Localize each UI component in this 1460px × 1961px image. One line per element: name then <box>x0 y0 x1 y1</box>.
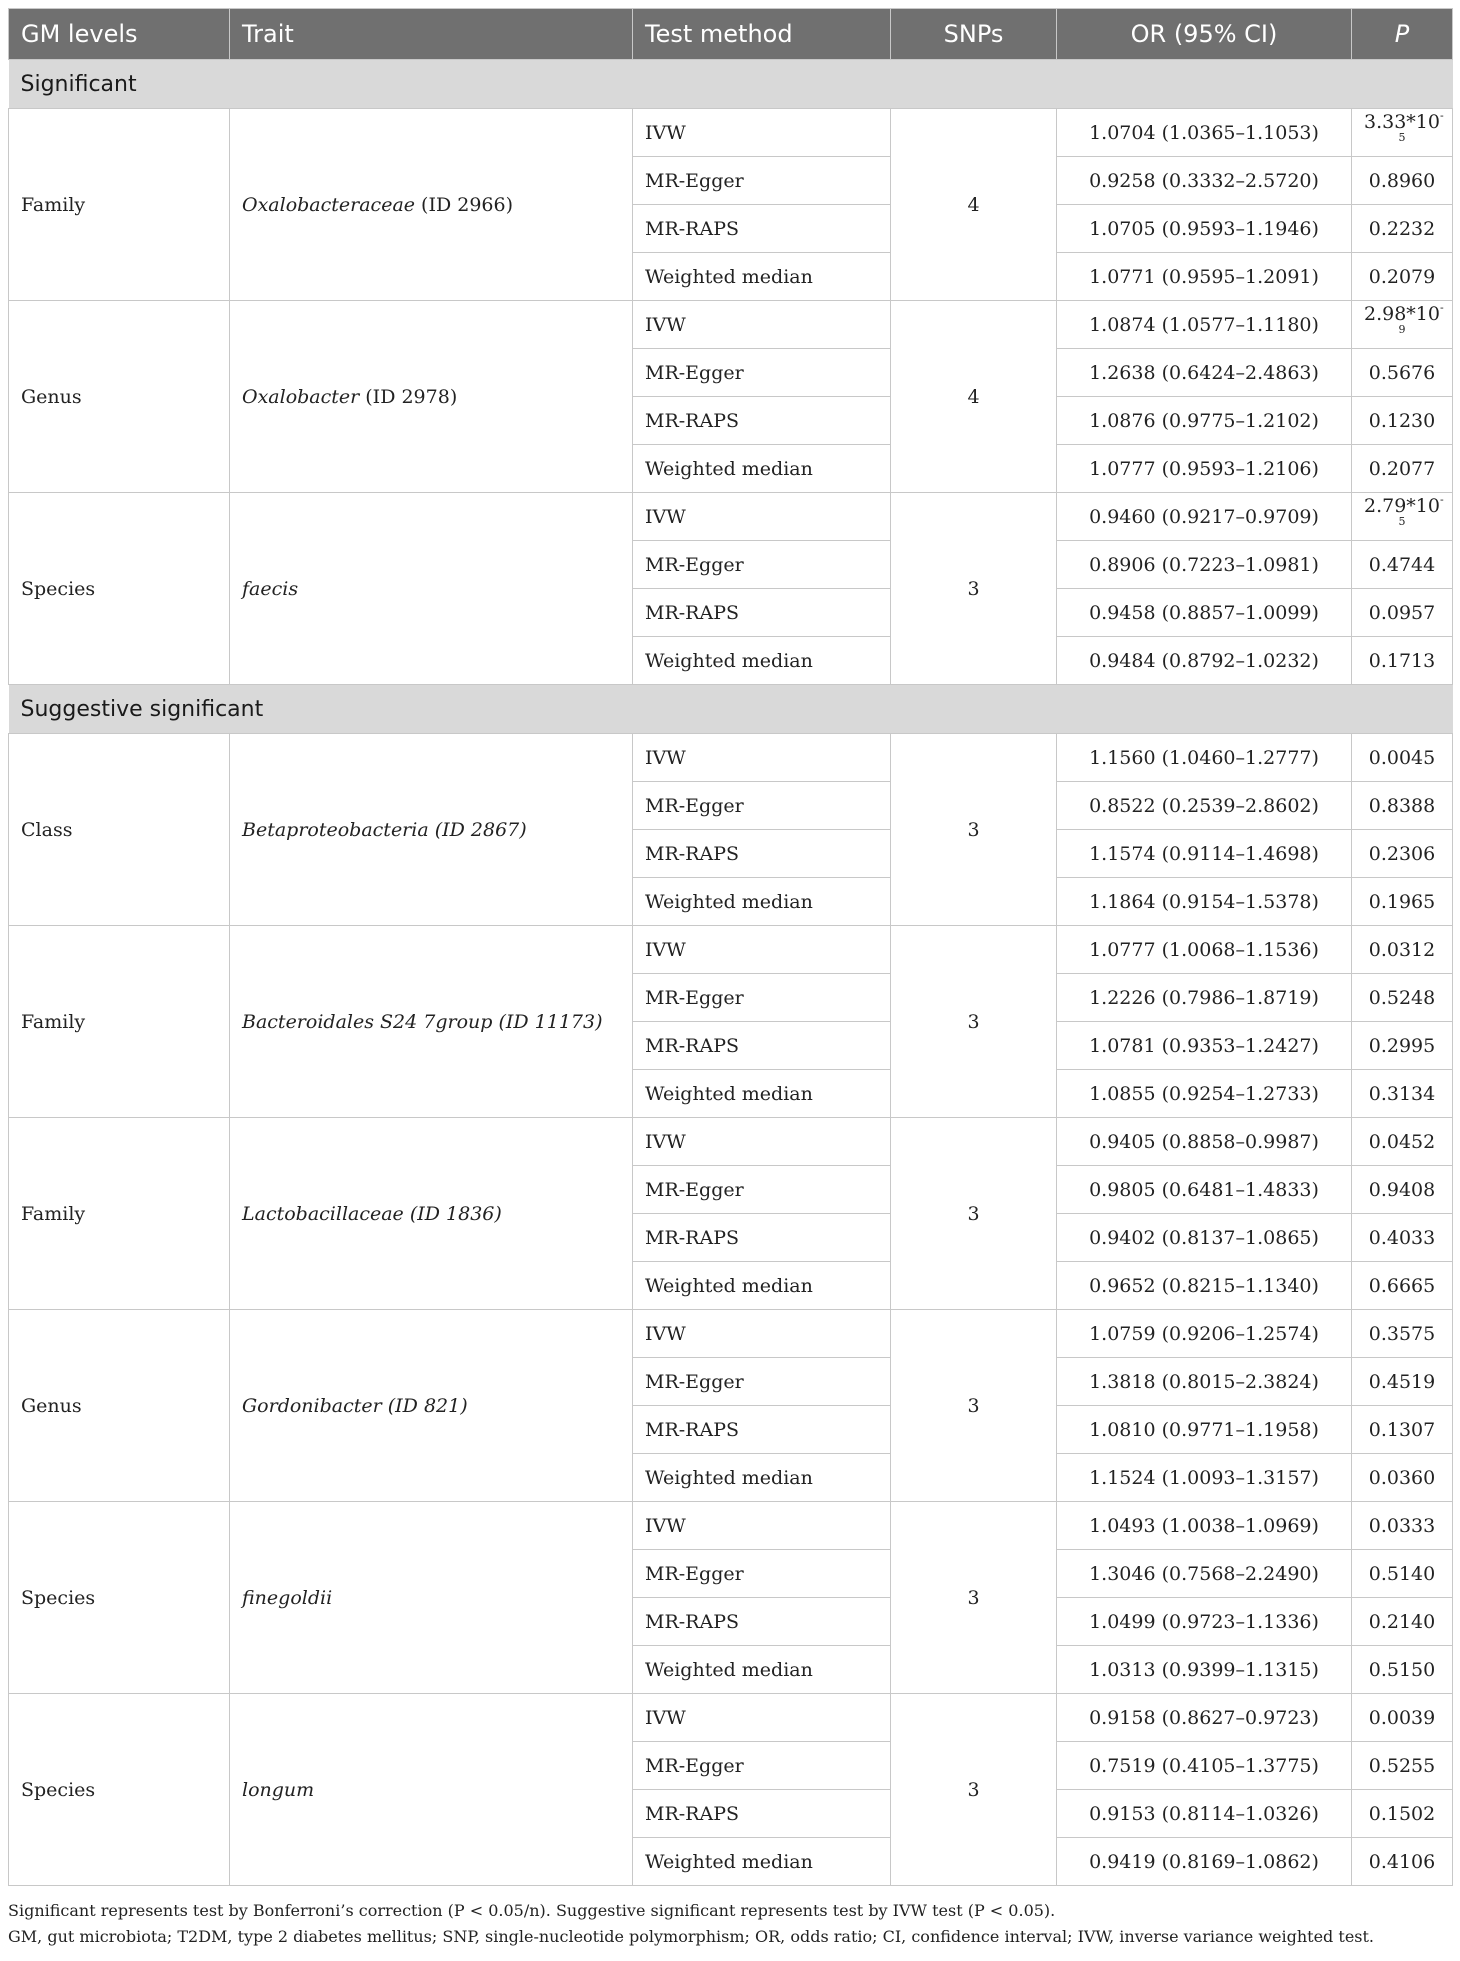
trait-id: (ID 2966) <box>415 193 514 216</box>
test-method-cell: MR-RAPS <box>633 1406 891 1454</box>
or-cell: 0.9805 (0.6481–1.4833) <box>1057 1166 1352 1214</box>
gm-level-cell: Genus <box>9 1310 230 1502</box>
test-method-cell: IVW <box>633 1694 891 1742</box>
p-value: 0.0452 <box>1368 1130 1436 1153</box>
p-value: 0.4033 <box>1368 1226 1436 1249</box>
p-value-cell <box>1352 926 1453 974</box>
p-value: 0.3575 <box>1368 1322 1436 1345</box>
test-method-cell: MR-Egger <box>633 541 891 589</box>
trait-cell <box>230 301 633 493</box>
trait-name: Oxalobacter <box>242 385 360 408</box>
p-value-cell <box>1352 1214 1453 1262</box>
p-value-cell <box>1352 782 1453 830</box>
test-method-cell: MR-Egger <box>633 157 891 205</box>
trait-cell <box>230 1694 633 1886</box>
p-value: 0.1965 <box>1368 890 1436 913</box>
trait-id: (ID 2978) <box>359 385 458 408</box>
gm-level-cell: Family <box>9 1118 230 1310</box>
table-row <box>9 1118 1453 1166</box>
p-value-cell <box>1352 1550 1453 1598</box>
p-value: 0.0360 <box>1368 1466 1436 1489</box>
test-method-cell: IVW <box>633 109 891 157</box>
or-cell: 1.0810 (0.9771–1.1958) <box>1057 1406 1352 1454</box>
results-table-document <box>8 8 1452 1950</box>
p-value: 2.98*10 <box>1364 302 1440 325</box>
gm-level-cell: Genus <box>9 301 230 493</box>
p-value-cell <box>1352 493 1453 541</box>
snps-cell: 3 <box>891 1118 1057 1310</box>
or-cell: 0.9405 (0.8858–0.9987) <box>1057 1118 1352 1166</box>
test-method-cell: MR-Egger <box>633 974 891 1022</box>
trait-name: Lactobacillaceae (ID 1836) <box>242 1202 502 1225</box>
p-value: 0.0957 <box>1368 601 1436 624</box>
trait-cell <box>230 493 633 685</box>
test-method-cell: MR-RAPS <box>633 589 891 637</box>
test-method-cell: MR-Egger <box>633 1742 891 1790</box>
test-method-cell: IVW <box>633 493 891 541</box>
test-method-cell: Weighted median <box>633 1454 891 1502</box>
trait-name: Betaproteobacteria (ID 2867) <box>242 818 527 841</box>
p-value-cell <box>1352 1118 1453 1166</box>
table-footnotes <box>8 1898 1452 1950</box>
trait-cell <box>230 1502 633 1694</box>
p-value-cell <box>1352 1454 1453 1502</box>
p-value: 0.8388 <box>1368 794 1436 817</box>
header-gm-levels: GM levels <box>9 9 230 60</box>
p-value: 0.0312 <box>1368 938 1436 961</box>
p-value-cell <box>1352 109 1453 157</box>
p-value: 2.79*10 <box>1364 494 1440 517</box>
p-value: 0.2079 <box>1368 265 1436 288</box>
p-value-cell <box>1352 1022 1453 1070</box>
table-row <box>9 493 1453 541</box>
gm-level-cell: Species <box>9 1502 230 1694</box>
p-value: 0.2995 <box>1368 1034 1436 1057</box>
trait-name: Bacteroidales S24 7group (ID 11173) <box>242 1010 603 1033</box>
p-value-cell <box>1352 1502 1453 1550</box>
or-cell: 1.0874 (1.0577–1.1180) <box>1057 301 1352 349</box>
p-value-cell <box>1352 1358 1453 1406</box>
section-title: Suggestive significant <box>9 685 1453 734</box>
p-value: 0.5140 <box>1368 1562 1436 1585</box>
header-p: P <box>1352 9 1453 60</box>
or-cell: 1.0855 (0.9254–1.2733) <box>1057 1070 1352 1118</box>
or-cell: 1.1574 (0.9114–1.4698) <box>1057 830 1352 878</box>
trait-name: faecis <box>242 577 299 600</box>
p-value: 0.0039 <box>1368 1706 1436 1729</box>
test-method-cell: Weighted median <box>633 1646 891 1694</box>
table-row <box>9 1694 1453 1742</box>
section-row <box>9 685 1453 734</box>
snps-cell: 3 <box>891 1310 1057 1502</box>
or-cell: 1.3818 (0.8015–2.3824) <box>1057 1358 1352 1406</box>
p-value: 0.5676 <box>1368 361 1436 384</box>
test-method-cell: Weighted median <box>633 1838 891 1886</box>
test-method-cell: IVW <box>633 1502 891 1550</box>
p-value-cell <box>1352 1598 1453 1646</box>
test-method-cell: Weighted median <box>633 637 891 685</box>
p-value-exponent: -5 <box>1398 492 1444 528</box>
header-test-method: Test method <box>633 9 891 60</box>
test-method-cell: MR-RAPS <box>633 1598 891 1646</box>
p-value-cell <box>1352 830 1453 878</box>
p-value-cell <box>1352 1646 1453 1694</box>
snps-cell: 3 <box>891 1502 1057 1694</box>
or-cell: 1.1864 (0.9154–1.5378) <box>1057 878 1352 926</box>
header-row <box>9 9 1453 60</box>
test-method-cell: IVW <box>633 926 891 974</box>
gm-level-cell: Family <box>9 109 230 301</box>
or-cell: 0.9153 (0.8114–1.0326) <box>1057 1790 1352 1838</box>
p-value: 0.2077 <box>1368 457 1436 480</box>
footnote-line: Significant represents test by Bonferroni’s correction (P < 0.05/n). Suggestive significant represents test by IVW test (P < 0.05). <box>8 1901 1056 1920</box>
or-cell: 1.0781 (0.9353–1.2427) <box>1057 1022 1352 1070</box>
header-trait: Trait <box>230 9 633 60</box>
test-method-cell: Weighted median <box>633 878 891 926</box>
test-method-cell: MR-Egger <box>633 1166 891 1214</box>
or-cell: 1.0771 (0.9595–1.2091) <box>1057 253 1352 301</box>
gm-level-cell: Species <box>9 493 230 685</box>
table-row <box>9 301 1453 349</box>
p-value: 0.5255 <box>1368 1754 1436 1777</box>
test-method-cell: MR-RAPS <box>633 205 891 253</box>
or-cell: 1.1524 (1.0093–1.3157) <box>1057 1454 1352 1502</box>
p-value-cell <box>1352 1070 1453 1118</box>
or-cell: 0.9458 (0.8857–1.0099) <box>1057 589 1352 637</box>
or-cell: 0.9652 (0.8215–1.1340) <box>1057 1262 1352 1310</box>
snps-cell: 3 <box>891 926 1057 1118</box>
or-cell: 1.0777 (0.9593–1.2106) <box>1057 445 1352 493</box>
p-value-cell <box>1352 445 1453 493</box>
test-method-cell: MR-RAPS <box>633 1214 891 1262</box>
test-method-cell: MR-Egger <box>633 1550 891 1598</box>
snps-cell: 4 <box>891 301 1057 493</box>
p-value: 0.1713 <box>1368 649 1436 672</box>
table-row <box>9 734 1453 782</box>
p-value: 0.4106 <box>1368 1850 1436 1873</box>
trait-name: Gordonibacter (ID 821) <box>242 1394 468 1417</box>
p-value-cell <box>1352 301 1453 349</box>
trait-cell <box>230 1310 633 1502</box>
p-value: 0.4744 <box>1368 553 1436 576</box>
p-value: 0.1307 <box>1368 1418 1436 1441</box>
p-value-cell <box>1352 1790 1453 1838</box>
p-value: 3.33*10 <box>1364 110 1440 133</box>
p-value: 0.9408 <box>1368 1178 1436 1201</box>
or-cell: 1.0759 (0.9206–1.2574) <box>1057 1310 1352 1358</box>
test-method-cell: IVW <box>633 1310 891 1358</box>
p-value-exponent: -9 <box>1398 300 1444 336</box>
p-value-cell <box>1352 1406 1453 1454</box>
p-value: 0.5248 <box>1368 986 1436 1009</box>
table-row <box>9 1310 1453 1358</box>
or-cell: 0.9158 (0.8627–0.9723) <box>1057 1694 1352 1742</box>
or-cell: 0.9402 (0.8137–1.0865) <box>1057 1214 1352 1262</box>
or-cell: 1.0493 (1.0038–1.0969) <box>1057 1502 1352 1550</box>
p-value: 0.8960 <box>1368 169 1436 192</box>
or-cell: 0.8906 (0.7223–1.0981) <box>1057 541 1352 589</box>
test-method-cell: MR-Egger <box>633 1358 891 1406</box>
p-value: 0.1502 <box>1368 1802 1436 1825</box>
test-method-cell: Weighted median <box>633 1262 891 1310</box>
or-cell: 1.0704 (1.0365–1.1053) <box>1057 109 1352 157</box>
or-cell: 0.9460 (0.9217–0.9709) <box>1057 493 1352 541</box>
or-cell: 0.8522 (0.2539–2.8602) <box>1057 782 1352 830</box>
p-value-cell <box>1352 878 1453 926</box>
p-value-cell <box>1352 1742 1453 1790</box>
test-method-cell: Weighted median <box>633 445 891 493</box>
test-method-cell: MR-Egger <box>633 782 891 830</box>
p-value-cell <box>1352 157 1453 205</box>
test-method-cell: MR-RAPS <box>633 1022 891 1070</box>
test-method-cell: MR-RAPS <box>633 1790 891 1838</box>
trait-name: Oxalobacteraceae <box>242 193 416 216</box>
p-value-cell <box>1352 637 1453 685</box>
test-method-cell: MR-RAPS <box>633 830 891 878</box>
or-cell: 1.2226 (0.7986–1.8719) <box>1057 974 1352 1022</box>
p-value-cell <box>1352 253 1453 301</box>
test-method-cell: MR-RAPS <box>633 397 891 445</box>
test-method-cell: Weighted median <box>633 253 891 301</box>
test-method-cell: MR-Egger <box>633 349 891 397</box>
snps-cell: 3 <box>891 734 1057 926</box>
trait-name: finegoldii <box>242 1586 333 1609</box>
table-body <box>9 60 1453 1886</box>
p-value: 0.2140 <box>1368 1610 1436 1633</box>
p-value-cell <box>1352 205 1453 253</box>
p-value-cell <box>1352 589 1453 637</box>
section-row <box>9 60 1453 109</box>
header-or: OR (95% CI) <box>1057 9 1352 60</box>
p-value: 0.1230 <box>1368 409 1436 432</box>
trait-name: longum <box>242 1778 315 1801</box>
or-cell: 0.9419 (0.8169–1.0862) <box>1057 1838 1352 1886</box>
trait-cell <box>230 926 633 1118</box>
snps-cell: 3 <box>891 493 1057 685</box>
p-value: 0.5150 <box>1368 1658 1436 1681</box>
test-method-cell: IVW <box>633 1118 891 1166</box>
or-cell: 0.9484 (0.8792–1.0232) <box>1057 637 1352 685</box>
p-value: 0.3134 <box>1368 1082 1436 1105</box>
gm-level-cell: Class <box>9 734 230 926</box>
p-value-cell <box>1352 974 1453 1022</box>
p-value: 0.4519 <box>1368 1370 1436 1393</box>
p-value-cell <box>1352 1694 1453 1742</box>
or-cell: 1.0876 (0.9775–1.2102) <box>1057 397 1352 445</box>
table-row <box>9 1502 1453 1550</box>
test-method-cell: IVW <box>633 301 891 349</box>
or-cell: 0.7519 (0.4105–1.3775) <box>1057 1742 1352 1790</box>
or-cell: 0.9258 (0.3332–2.5720) <box>1057 157 1352 205</box>
p-value-cell <box>1352 1310 1453 1358</box>
snps-cell: 3 <box>891 1694 1057 1886</box>
p-value-cell <box>1352 349 1453 397</box>
p-value-cell <box>1352 541 1453 589</box>
p-value-cell <box>1352 734 1453 782</box>
or-cell: 1.0499 (0.9723–1.1336) <box>1057 1598 1352 1646</box>
snps-cell: 4 <box>891 109 1057 301</box>
p-value-exponent: -5 <box>1398 108 1444 144</box>
footnote-line: GM, gut microbiota; T2DM, type 2 diabetes mellitus; SNP, single-nucleotide polymorphism; OR, odds ratio; CI, confidence interval; IVW, inverse variance weighted test. <box>8 1927 1375 1946</box>
gm-level-cell: Family <box>9 926 230 1118</box>
p-value-cell <box>1352 397 1453 445</box>
mr-results-table <box>8 8 1453 1886</box>
p-value: 0.0333 <box>1368 1514 1436 1537</box>
table-row <box>9 109 1453 157</box>
or-cell: 1.0777 (1.0068–1.1536) <box>1057 926 1352 974</box>
or-cell: 1.2638 (0.6424–2.4863) <box>1057 349 1352 397</box>
or-cell: 1.3046 (0.7568–2.2490) <box>1057 1550 1352 1598</box>
test-method-cell: IVW <box>633 734 891 782</box>
p-value: 0.2306 <box>1368 842 1436 865</box>
header-snps: SNPs <box>891 9 1057 60</box>
p-value-cell <box>1352 1166 1453 1214</box>
trait-cell <box>230 734 633 926</box>
table-row <box>9 926 1453 974</box>
p-value: 0.0045 <box>1368 746 1436 769</box>
p-value: 0.6665 <box>1368 1274 1436 1297</box>
trait-cell <box>230 109 633 301</box>
or-cell: 1.1560 (1.0460–1.2777) <box>1057 734 1352 782</box>
section-title: Significant <box>9 60 1453 109</box>
gm-level-cell: Species <box>9 1694 230 1886</box>
or-cell: 1.0705 (0.9593–1.1946) <box>1057 205 1352 253</box>
p-value-cell <box>1352 1838 1453 1886</box>
test-method-cell: Weighted median <box>633 1070 891 1118</box>
p-value: 0.2232 <box>1368 217 1436 240</box>
trait-cell <box>230 1118 633 1310</box>
table-header <box>9 9 1453 60</box>
or-cell: 1.0313 (0.9399–1.1315) <box>1057 1646 1352 1694</box>
p-value-cell <box>1352 1262 1453 1310</box>
